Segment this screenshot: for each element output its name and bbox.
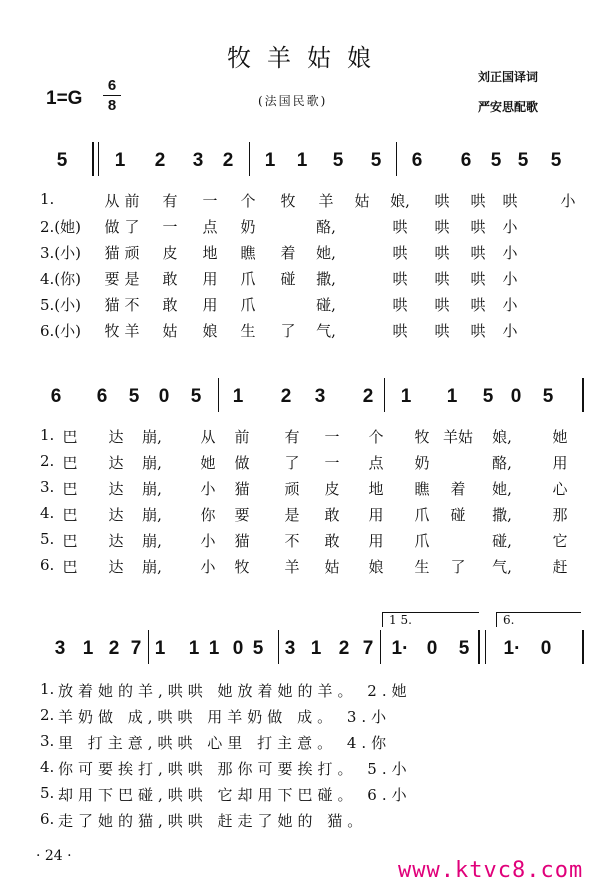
lyric-syllable: 碰 — [450, 506, 466, 524]
note: 1 — [82, 638, 94, 659]
lyric-syllable: 气, — [316, 322, 336, 340]
lyric-syllable: 皮 — [324, 480, 340, 498]
verse-number: 3. — [40, 732, 55, 750]
lyric-syllable: 点 — [202, 218, 218, 236]
note: 5 — [252, 638, 264, 659]
lyric-syllable: 哄 — [470, 270, 486, 288]
lyric-syllable: 有 — [284, 428, 300, 446]
lyric-syllable: 小 — [200, 558, 216, 576]
lyric-syllable: 生 — [240, 322, 256, 340]
notes-system-3 — [0, 638, 598, 664]
lyric-text: 羊奶做 成,哄哄 用羊奶做 成。 3.小 — [58, 708, 392, 726]
verse-number: 4. — [40, 758, 55, 776]
lyric-text: 里 打主意,哄哄 心里 打主意。 4.你 — [58, 734, 392, 752]
note: 5 — [190, 386, 202, 407]
lyric-syllable: 地 — [202, 244, 218, 262]
verse-number: 2. — [40, 452, 55, 470]
lyric-syllable: 有 — [162, 192, 178, 210]
lyric-syllable: 撒, — [492, 506, 512, 524]
ending-label: 6. — [503, 613, 515, 627]
lyric-syllable: 一 — [324, 428, 340, 446]
lyric-syllable: 哄 — [470, 192, 486, 210]
lyric-syllable: 她, — [492, 480, 512, 498]
lyric-syllable: 用 — [202, 270, 218, 288]
lyric-line-1-5 — [0, 294, 598, 316]
note: 1 — [296, 150, 308, 171]
lyric-syllable: 做 — [104, 218, 120, 236]
bar-line — [485, 630, 486, 664]
verse-number: 4. — [40, 504, 55, 522]
note: 5 — [458, 638, 470, 659]
lyric-syllable: 羊 — [284, 558, 300, 576]
lyric-syllable: 生 — [414, 558, 430, 576]
verse-number: 1. — [40, 680, 55, 698]
key-signature: 1=G — [46, 88, 83, 109]
note: 1 — [154, 638, 166, 659]
lyric-syllable: 着 — [280, 244, 296, 262]
lyric-syllable: 顽 — [284, 480, 300, 498]
note: 3 — [314, 386, 326, 407]
note: 3 — [192, 150, 204, 171]
note: 2 — [338, 638, 350, 659]
lyric-syllable: 哄 — [434, 192, 450, 210]
notes-system-1 — [0, 150, 598, 176]
lyric-syllable: 小 — [200, 480, 216, 498]
lyric-syllable: 瞧 — [414, 480, 430, 498]
lyric-syllable: 不 — [124, 296, 140, 314]
bar-line — [396, 142, 397, 176]
lyric-syllable: 巴 — [62, 532, 78, 550]
note: 3 — [54, 638, 66, 659]
lyric-syllable: 爪 — [240, 270, 256, 288]
note: 3 — [284, 638, 296, 659]
lyric-line-1-6 — [0, 320, 598, 342]
song-origin: (法国民歌) — [258, 94, 328, 108]
lyric-syllable: 达 — [108, 558, 124, 576]
note: 0 — [510, 386, 522, 407]
lyric-syllable: 姑 — [324, 558, 340, 576]
lyric-syllable: 猫 — [234, 480, 250, 498]
lyric-line-2-2 — [0, 452, 598, 474]
note: 5 — [370, 150, 382, 171]
lyric-syllable: 巴 — [62, 558, 78, 576]
note: 1 — [114, 150, 126, 171]
lyric-syllable: 小 — [502, 296, 518, 314]
note: 7 — [362, 638, 374, 659]
lyric-syllable: 她 — [552, 428, 568, 446]
lyric-syllable: 娘, — [492, 428, 512, 446]
bar-line — [148, 630, 149, 664]
lyric-text: 却用下巴碰,哄哄 它却用下巴碰。 6.小 — [58, 786, 412, 804]
lyric-syllable: 爪 — [414, 532, 430, 550]
lyric-syllable: 要 — [234, 506, 250, 524]
lyric-syllable: 用 — [368, 532, 384, 550]
lyric-syllable: 赶 — [552, 558, 568, 576]
lyric-syllable: 一 — [162, 218, 178, 236]
lyric-syllable: 着 — [450, 480, 466, 498]
note: 5 — [550, 150, 562, 171]
lyric-syllable: 那 — [552, 506, 568, 524]
lyric-line-3-3 — [0, 732, 598, 754]
lyric-syllable: 皮 — [162, 244, 178, 262]
lyric-syllable: 要 — [104, 270, 120, 288]
bar-line — [98, 142, 99, 176]
lyric-syllable: 达 — [108, 454, 124, 472]
lyric-syllable: 用 — [202, 296, 218, 314]
lyric-syllable: 哄 — [470, 218, 486, 236]
lyric-syllable: 是 — [124, 270, 140, 288]
lyric-syllable: 用 — [368, 506, 384, 524]
lyric-syllable: 用 — [552, 454, 568, 472]
lyric-syllable: 小 — [502, 270, 518, 288]
lyric-syllable: 撒, — [316, 270, 336, 288]
note: 5 — [56, 150, 68, 171]
lyric-syllable: 牧 — [104, 322, 120, 340]
bar-line — [582, 630, 584, 664]
note: 1 — [310, 638, 322, 659]
lyric-syllable: 前 — [234, 428, 250, 446]
lyric-syllable: 小 — [502, 244, 518, 262]
lyric-syllable: 地 — [368, 480, 384, 498]
note: 5 — [482, 386, 494, 407]
bar-line — [218, 378, 219, 412]
lyric-syllable: 牧 — [234, 558, 250, 576]
lyric-syllable: 小 — [200, 532, 216, 550]
verse-number: 6.(小) — [40, 322, 82, 340]
lyric-syllable: 从 — [104, 192, 120, 210]
lyric-line-3-4 — [0, 758, 598, 780]
lyric-syllable: 牧 — [280, 192, 296, 210]
lyric-syllable: 小 — [502, 322, 518, 340]
lyric-line-3-6 — [0, 810, 598, 832]
note: 0 — [232, 638, 244, 659]
lyric-syllable: 达 — [108, 532, 124, 550]
note: 5 — [128, 386, 140, 407]
meter-numerator: 6 — [107, 77, 117, 94]
lyric-syllable: 小 — [560, 192, 576, 210]
lyric-syllable: 了 — [284, 454, 300, 472]
verse-number: 4.(你) — [40, 270, 82, 288]
second-ending-bracket — [496, 612, 581, 627]
lyric-syllable: 崩, — [142, 480, 162, 498]
lyric-syllable: 前 — [124, 192, 140, 210]
lyric-syllable: 做 — [234, 454, 250, 472]
lyric-syllable: 哄 — [470, 296, 486, 314]
lyric-syllable: 姑 — [162, 322, 178, 340]
lyric-syllable: 哄 — [470, 244, 486, 262]
lyric-syllable: 哄 — [434, 244, 450, 262]
time-signature — [103, 76, 121, 115]
note: 6 — [50, 386, 62, 407]
lyric-syllable: 崩, — [142, 532, 162, 550]
bar-line — [278, 630, 279, 664]
lyric-syllable: 奶 — [414, 454, 430, 472]
lyric-syllable: 瞧 — [240, 244, 256, 262]
lyric-line-2-6 — [0, 556, 598, 578]
verse-number: 2.(她) — [40, 218, 82, 236]
bar-line — [478, 630, 480, 664]
lyric-syllable: 哄 — [392, 296, 408, 314]
note: 1 — [188, 638, 200, 659]
note: 1 — [400, 386, 412, 407]
lyric-syllable: 哄 — [392, 322, 408, 340]
lyric-syllable: 酪, — [316, 218, 336, 236]
bar-line — [249, 142, 250, 176]
lyric-syllable: 是 — [284, 506, 300, 524]
lyric-line-2-4 — [0, 504, 598, 526]
note: 1 — [264, 150, 276, 171]
lyric-syllable: 哄 — [502, 192, 518, 210]
lyric-syllable: 小 — [502, 218, 518, 236]
lyric-syllable: 个 — [240, 192, 256, 210]
lyric-syllable: 哄 — [392, 270, 408, 288]
note: 1 — [446, 386, 458, 407]
ending-label: 1 5. — [389, 613, 412, 627]
lyric-line-3-5 — [0, 784, 598, 806]
lyric-syllable: 哄 — [392, 218, 408, 236]
lyric-syllable: 敢 — [162, 270, 178, 288]
lyric-syllable: 点 — [368, 454, 384, 472]
meter-denominator: 8 — [103, 95, 121, 115]
lyric-line-2-3 — [0, 478, 598, 500]
note: 7 — [130, 638, 142, 659]
note: 2 — [280, 386, 292, 407]
note: 1 — [208, 638, 220, 659]
lyric-syllable: 娘, — [390, 192, 410, 210]
verse-number: 3.(小) — [40, 244, 82, 262]
lyric-syllable: 猫 — [234, 532, 250, 550]
lyric-syllable: 巴 — [62, 454, 78, 472]
first-ending-bracket — [382, 612, 479, 627]
lyric-syllable: 敢 — [324, 506, 340, 524]
note: 5 — [332, 150, 344, 171]
note: 5 — [490, 150, 502, 171]
bar-line — [92, 142, 94, 176]
website-watermark: www.ktvc8.com — [398, 858, 584, 883]
lyric-syllable: 哄 — [470, 322, 486, 340]
note: 6 — [460, 150, 472, 171]
lyric-line-2-1 — [0, 426, 598, 448]
note: 1· — [391, 638, 409, 659]
lyric-line-2-5 — [0, 530, 598, 552]
lyric-line-3-2 — [0, 706, 598, 728]
note: 5 — [517, 150, 529, 171]
note: 5 — [542, 386, 554, 407]
verse-number: 5.(小) — [40, 296, 82, 314]
note: 2 — [222, 150, 234, 171]
lyric-syllable: 心 — [552, 480, 568, 498]
lyric-text: 走了她的猫,哄哄 赶走了她的 猫。 — [58, 812, 368, 830]
lyric-syllable: 达 — [108, 480, 124, 498]
lyric-syllable: 羊 — [318, 192, 334, 210]
note: 0 — [540, 638, 552, 659]
bar-line — [582, 378, 584, 412]
lyric-line-1-4 — [0, 268, 598, 290]
page-number: · 24 · — [36, 848, 72, 864]
lyric-syllable: 了 — [280, 322, 296, 340]
lyric-syllable: 你 — [200, 506, 216, 524]
lyric-syllable: 达 — [108, 506, 124, 524]
lyric-syllable: 了 — [124, 218, 140, 236]
lyric-syllable: 崩, — [142, 428, 162, 446]
lyric-syllable: 猫 — [104, 296, 120, 314]
lyric-syllable: 达 — [108, 428, 124, 446]
lyric-syllable: 碰 — [280, 270, 296, 288]
lyric-syllable: 巴 — [62, 480, 78, 498]
lyric-syllable: 哄 — [434, 322, 450, 340]
verse-number: 3. — [40, 478, 55, 496]
lyric-syllable: 猫 — [104, 244, 120, 262]
lyric-line-1-3 — [0, 242, 598, 264]
lyric-syllable: 崩, — [142, 454, 162, 472]
lyric-syllable: 敢 — [324, 532, 340, 550]
lyric-syllable: 姑 — [354, 192, 370, 210]
lyric-syllable: 羊姑 — [442, 428, 474, 446]
lyric-syllable: 一 — [202, 192, 218, 210]
lyric-syllable: 奶 — [240, 218, 256, 236]
verse-number: 6. — [40, 810, 55, 828]
bar-line — [384, 378, 385, 412]
verse-number: 1. — [40, 426, 55, 444]
verse-number: 2. — [40, 706, 55, 724]
notes-system-2 — [0, 386, 598, 412]
lyric-syllable: 牧 — [414, 428, 430, 446]
lyric-syllable: 碰, — [492, 532, 512, 550]
lyric-syllable: 敢 — [162, 296, 178, 314]
lyric-syllable: 个 — [368, 428, 384, 446]
lyric-syllable: 爪 — [240, 296, 256, 314]
verse-number: 6. — [40, 556, 55, 574]
lyric-syllable: 她 — [200, 454, 216, 472]
lyric-syllable: 崩, — [142, 558, 162, 576]
lyric-syllable: 哄 — [434, 296, 450, 314]
lyric-syllable: 羊 — [124, 322, 140, 340]
lyricist-credit: 刘正国译词 — [478, 70, 539, 84]
verse-number: 5. — [40, 530, 55, 548]
lyric-syllable: 巴 — [62, 506, 78, 524]
note: 6 — [411, 150, 423, 171]
lyric-syllable: 了 — [450, 558, 466, 576]
lyric-line-3-1 — [0, 680, 598, 702]
bar-line — [380, 630, 381, 664]
arranger-credit: 严安思配歌 — [478, 100, 539, 114]
lyric-syllable: 碰, — [316, 296, 336, 314]
note: 2 — [362, 386, 374, 407]
lyric-syllable: 哄 — [392, 244, 408, 262]
lyric-text: 你可要挨打,哄哄 那你可要挨打。 5.小 — [58, 760, 412, 778]
lyric-syllable: 一 — [324, 454, 340, 472]
note: 6 — [96, 386, 108, 407]
song-title: 牧羊姑娘 — [227, 44, 387, 72]
lyric-syllable: 它 — [552, 532, 568, 550]
note: 0 — [158, 386, 170, 407]
lyric-text: 放着她的羊,哄哄 她放着她的羊。 2.她 — [58, 682, 412, 700]
verse-number: 5. — [40, 784, 55, 802]
note: 0 — [426, 638, 438, 659]
lyric-syllable: 她, — [316, 244, 336, 262]
lyric-syllable: 爪 — [414, 506, 430, 524]
lyric-syllable: 哄 — [434, 218, 450, 236]
lyric-syllable: 娘 — [202, 322, 218, 340]
lyric-syllable: 顽 — [124, 244, 140, 262]
lyric-syllable: 巴 — [62, 428, 78, 446]
note: 1· — [503, 638, 521, 659]
lyric-syllable: 哄 — [434, 270, 450, 288]
verse-number: 1. — [40, 190, 55, 208]
lyric-syllable: 崩, — [142, 506, 162, 524]
note: 2 — [154, 150, 166, 171]
lyric-line-1-1 — [0, 190, 598, 212]
lyric-syllable: 不 — [284, 532, 300, 550]
lyric-line-1-2 — [0, 216, 598, 238]
lyric-syllable: 气, — [492, 558, 512, 576]
note: 2 — [108, 638, 120, 659]
lyric-syllable: 娘 — [368, 558, 384, 576]
lyric-syllable: 从 — [200, 428, 216, 446]
lyric-syllable: 酪, — [492, 454, 512, 472]
note: 1 — [232, 386, 244, 407]
